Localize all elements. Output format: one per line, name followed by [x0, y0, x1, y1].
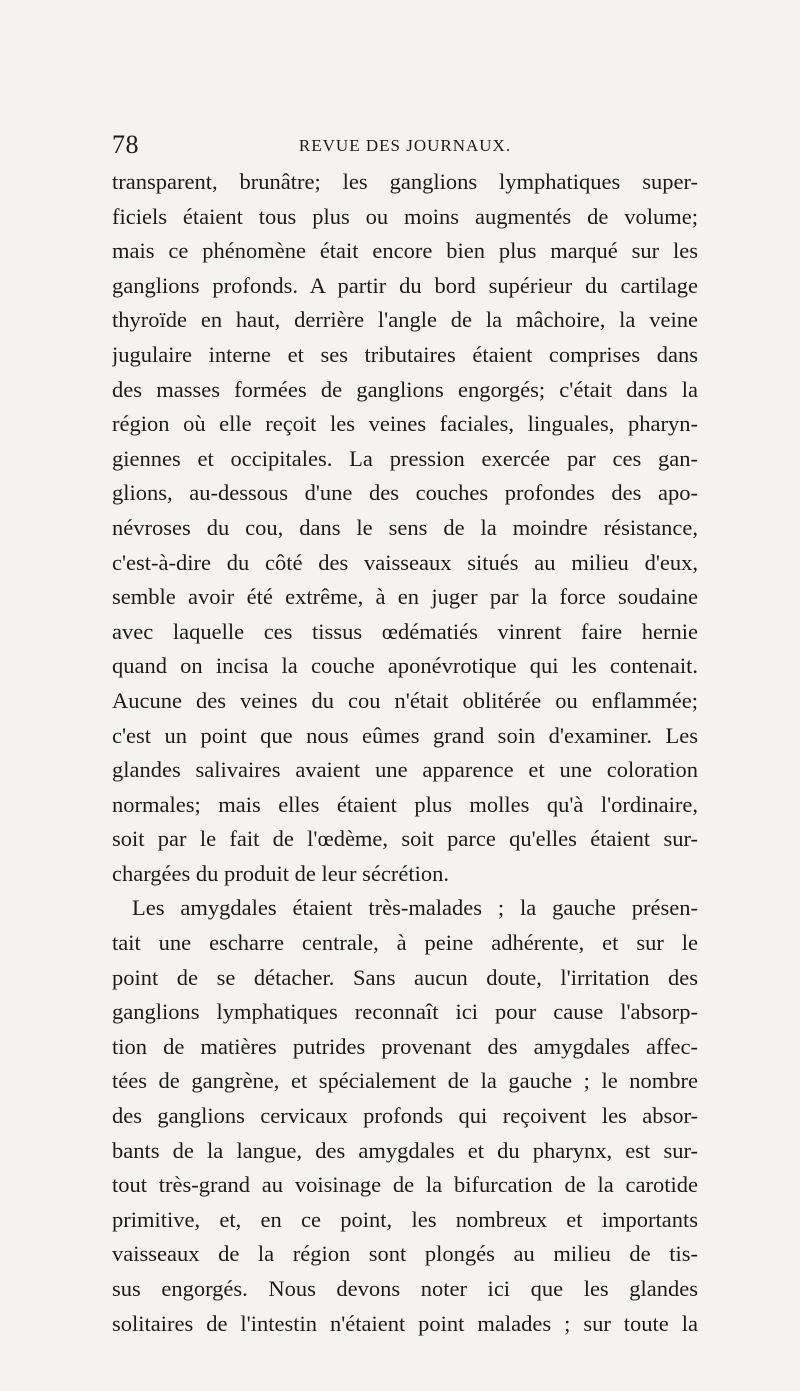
text-line: solitaires de l'intestin n'étaient point malades ; sur toute la [112, 1310, 698, 1336]
text-line: région où elle reçoit les veines faciales, linguales, pharyn- [112, 411, 698, 437]
paragraph-first-line: Les amygdales étaient très-malades ; la gauche présen- [132, 895, 698, 921]
page-number: 78 [112, 130, 139, 159]
page-header [112, 130, 698, 162]
text-line: jugulaire interne et ses tributaires étaient comprises dans [112, 341, 698, 367]
text-line: des masses formées de ganglions engorgés; c'était dans la [112, 376, 698, 402]
text-line: bants de la langue, des amygdales et du pharynx, est sur- [112, 1137, 698, 1163]
text-line: mais ce phénomène était encore bien plus marqué sur les [112, 238, 698, 264]
text-line: ficiels étaient tous plus ou moins augmentés de volume; [112, 203, 698, 229]
text-line: normales; mais elles étaient plus molles qu'à l'ordinaire, [112, 791, 698, 817]
body-text [112, 165, 698, 1341]
text-line: des ganglions cervicaux profonds qui reçoivent les absor- [112, 1103, 698, 1129]
running-head: REVUE DES JOURNAUX. [298, 136, 512, 155]
text-line: point de se détacher. Sans aucun doute, l'irritation des [112, 964, 698, 990]
text-line: glions, au-dessous d'une des couches profondes des apo- [112, 480, 698, 506]
text-line: c'est un point que nous eûmes grand soin d'examiner. Les [112, 722, 698, 748]
paragraph-last-line: chargées du produit de leur sécrétion. [112, 860, 449, 886]
text-line: ganglions lymphatiques reconnaît ici pour cause l'absorp- [112, 999, 698, 1025]
text-line: ganglions profonds. A partir du bord supérieur du cartilage [112, 272, 698, 298]
text-line: sus engorgés. Nous devons noter ici que les glandes [112, 1276, 698, 1301]
text-line: semble avoir été extrême, à en juger par la force soudaine [112, 584, 698, 610]
text-line: glandes salivaires avaient une apparence et une coloration [112, 757, 698, 783]
text-line: tait une escharre centrale, à peine adhérente, et sur le [112, 930, 698, 956]
text-line: thyroïde en haut, derrière l'angle de la mâchoire, la veine [112, 307, 698, 333]
text-line: soit par le fait de l'œdème, soit parce qu'elles étaient sur- [112, 826, 698, 852]
text-line: tout très-grand au voisinage de la bifurcation de la carotide [112, 1172, 698, 1198]
text-line: tion de matières putrides provenant des amygdales affec- [112, 1033, 698, 1059]
text-line: c'est-à-dire du côté des vaisseaux situés au milieu d'eux, [112, 549, 698, 575]
text-line: vaisseaux de la région sont plongés au milieu de tis- [112, 1241, 698, 1267]
text-line: giennes et occipitales. La pression exercée par ces gan- [112, 445, 698, 471]
text-line: Aucune des veines du cou n'était oblitérée ou enflammée; [112, 687, 698, 713]
text-line: primitive, et, en ce point, les nombreux et importants [112, 1206, 698, 1232]
text-line: tées de gangrène, et spécialement de la gauche ; le nombre [112, 1068, 698, 1094]
text-line: névroses du cou, dans le sens de la moindre résistance, [112, 514, 698, 540]
text-line: avec laquelle ces tissus œdématiés vinrent faire hernie [112, 618, 698, 644]
text-line: quand on incisa la couche aponévrotique qui les contenait. [112, 653, 698, 679]
text-line: transparent, brunâtre; les ganglions lymphatiques super- [112, 169, 698, 194]
